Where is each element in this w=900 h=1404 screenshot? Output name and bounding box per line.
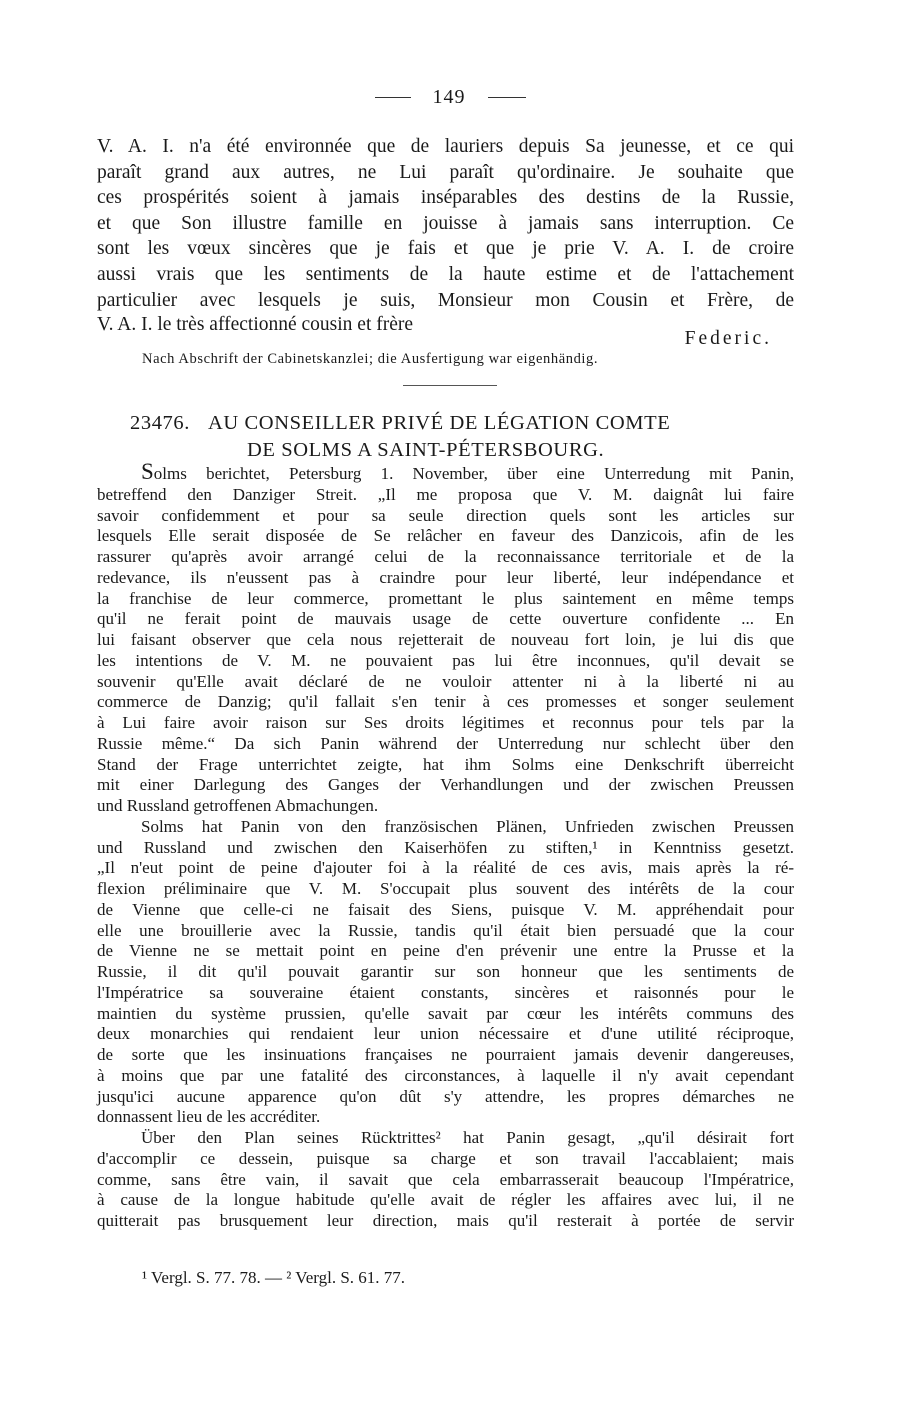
text-line: lesquels Elle serait disposée de Se relâcher en faveur des Danzicois, afin de les xyxy=(97,526,794,546)
text-line: und Russland getroffenen Abmachungen. xyxy=(97,796,379,815)
text-line: lui faisant observer que cela nous rejetterait de nouveau fort loin, je lui dis que xyxy=(97,630,794,649)
letter-closing-paragraph xyxy=(97,134,794,313)
text-line: l'Impératrice sa souveraine étaient constants, sincères et raisonnés pour le xyxy=(97,982,794,1002)
text-line: de Vienne que celle-ci ne faisait des Siens, puisque V. M. appréhendait pour xyxy=(97,899,794,919)
text-line: V. A. I. n'a été environnée que de lauriers depuis Sa jeunesse, et ce qui xyxy=(97,136,794,157)
text-line: quitterait pas brusquement leur direction, mais qu'il resterait à portée de servir xyxy=(97,1211,794,1230)
text-line: et que Son illustre famille en jouisse à jamais sans interruption. Ce xyxy=(97,212,794,234)
text-line: Solms hat Panin von den französischen Plänen, Unfrieden zwischen Preussen xyxy=(141,816,794,836)
text-line: à moins que par une fatalité des circonstances, à laquelle il n'y avait cependant xyxy=(97,1065,794,1085)
text-line: sont les vœux sincères que je fais et que je prie V. A. I. de croire xyxy=(97,238,794,260)
document-body xyxy=(97,459,794,1232)
text-line: souvenir qu'Elle avait déclaré de ne vouloir attenter ni à la liberté ni au xyxy=(97,671,794,691)
text-line: mit einer Darlegung des Ganges der Verhandlungen und der zwischen Preussen xyxy=(97,775,794,795)
text-line: comme, sans être vain, il savait que cela embarrasserait beaucoup l'Impératrice, xyxy=(97,1169,794,1189)
text-line: aussi vrais que les sentiments de la haute estime et de l'attachement xyxy=(97,263,794,285)
page-number: 149 xyxy=(432,86,466,108)
text-line: la franchise de leur commerce, promettant le plus saintement en même temps xyxy=(97,588,794,608)
document-number: 23476. xyxy=(130,412,190,434)
text-line: elle une brouillerie avec la Russie, tandis qu'il était bien persuadé que la cour xyxy=(97,920,794,940)
text-line: de sorte que les insinuations françaises ne pourraient jamais devenir dangereuses, xyxy=(97,1045,794,1064)
header-dash-right xyxy=(488,97,526,98)
footnotes: ¹ Vergl. S. 77. 78. — ² Vergl. S. 61. 77. xyxy=(142,1268,406,1287)
text-line: jusqu'ici aucune apparence qu'on dût s'y attendre, les propres démarches ne xyxy=(97,1086,794,1106)
text-line: paraît grand aux autres, ne Lui paraît qu'ordinaire. Je souhaite que xyxy=(97,161,794,183)
heading-line-2: DE SOLMS A SAINT-PÉTERSBOURG. xyxy=(247,439,605,461)
text-line: qu'il ne ferait point de mauvais usage de cette ouverture confidente ... En xyxy=(97,609,794,629)
text-line: ces prospérités soient à jamais inséparables des destins de la Russie, xyxy=(97,187,794,209)
section-divider xyxy=(403,385,497,386)
text-line: commerce de Danzig; qu'il fallait s'en tenir à ces promesses et songer seulement xyxy=(97,692,794,712)
text-line: flexion préliminaire que V. M. S'occupait plus souvent des intérêts de la cour xyxy=(97,879,794,898)
text-line: savoir confidemment et pour sa seule direction quels sont les articles sur xyxy=(97,505,794,525)
text-line: „Il n'eut point de peine d'ajouter foi à la réalité de ces avis, mais après la ré- xyxy=(97,858,794,878)
text-line: à Lui faire avoir raison sur Ses droits légitimes et reconnus pour tels par la xyxy=(97,713,794,732)
text-line: à cause de la longue habitude qu'elle avait de régler les affaires avec lui, il ne xyxy=(97,1190,794,1210)
closing-signature-row xyxy=(97,314,772,354)
heading-title-1: AU CONSEILLER PRIVÉ DE LÉGATION COMTE xyxy=(207,412,671,434)
text-line: maintien du système prussien, qu'elle savait par cœur les intérêts communs des xyxy=(97,1003,794,1023)
text-line: particulier avec lesquels je suis, Monsieur mon Cousin et Frère, de xyxy=(97,289,794,311)
text-line: Russie même.“ Da sich Panin während der Unterredung nur schlecht über den xyxy=(97,733,794,753)
text-line: Russie, il dit qu'il pouvait garantir sur son honneur que les sentiments de xyxy=(97,962,794,981)
page-header xyxy=(0,86,900,109)
source-note: Nach Abschrift der Cabinetskanzlei; die Ausfertigung war eigenhändig. xyxy=(142,351,599,367)
closing-formula: V. A. I. le très affectionné cousin et frère xyxy=(97,314,414,335)
text-line: Stand der Frage unterrichtet zeigte, hat ihm Solms eine Denkschrift überreicht xyxy=(97,754,794,774)
signature: Federic. xyxy=(684,328,772,349)
text-line: donnassent lieu de les accréditer. xyxy=(97,1107,321,1127)
text-line: de Vienne ne se mettait point en peine d'en prévenir une entre la Prusse et la xyxy=(97,941,794,961)
text-line: rassurer qu'après avoir arrangé celui de la reconnaissance territoriale et de la xyxy=(97,547,794,566)
text-line: Über den Plan seines Rücktrittes² hat Panin gesagt, „qu'il désirait fort xyxy=(141,1128,794,1147)
text-line: les intentions de V. M. ne pouvaient pas lui être inconnues, qu'il devait se xyxy=(97,650,794,670)
initial-letter: S xyxy=(141,459,154,484)
text-line: d'accomplir ce dessein, puisque sa charge et son travail l'accablaient; mais xyxy=(97,1148,794,1168)
text-line: Solms berichtet, Petersburg 1. November, über eine Unterredung mit Panin, xyxy=(141,459,794,484)
header-dash-left xyxy=(375,97,411,98)
heading-line-1 xyxy=(130,412,670,435)
text-line: deux monarchies qui rendaient leur union nécessaire et d'une utilité réciproque, xyxy=(97,1024,794,1044)
text-line: betreffend den Danziger Streit. „Il me proposa que V. M. daignât lui faire xyxy=(97,484,794,504)
text-line: redevance, ils n'eussent pas à craindre pour leur liberté, leur indépendance et xyxy=(97,567,794,587)
text-line: und Russland und zwischen den Kaiserhöfen zu stiften,¹ in Kenntniss gesetzt. xyxy=(97,837,794,857)
